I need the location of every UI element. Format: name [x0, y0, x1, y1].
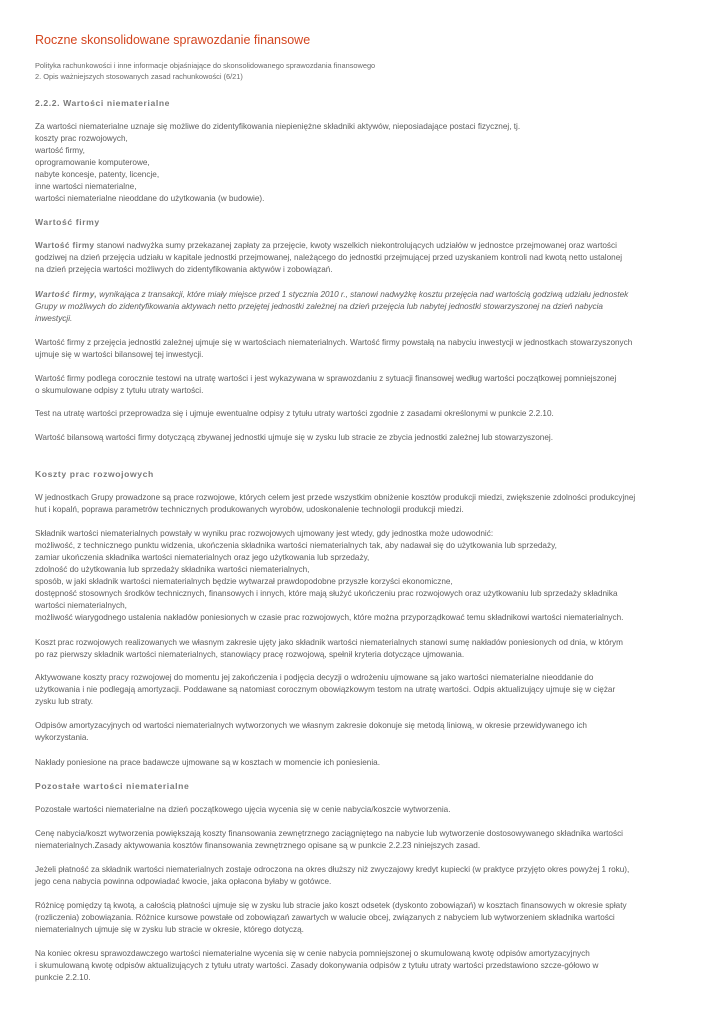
intro-line: Za wartości niematerialne uznaje się możliwe do zidentyfikowania niepieniężne składniki aktywów, nieposiadające postaci fizycznej, tj.	[35, 122, 521, 131]
paragraph-line: użytkowania i nie podlegają amortyzacji. Poddawane są natomiast corocznym obowiązkowym testom na utratę wartości. Odpis aktualizujący ujmuje się w ciężar	[35, 685, 616, 694]
paragraph-line: Różnicę pomiędzy tą kwotą, a całością płatności ujmuje się w zysku lub stracie jako koszt odsetek (dyskonto zobowiązań) w kosztach finansowych w okresie spłaty	[35, 901, 627, 910]
section-heading-intangibles: 2.2.2. Wartości niematerialne	[35, 98, 171, 108]
paragraph-line: inwestycji.	[35, 314, 73, 323]
paragraph-line: jego cena nabycia powinna odpowiadać kwocie, jaka opłacona byłaby w gotówce.	[35, 877, 332, 886]
paragraph-line: W jednostkach Grupy prowadzone są prace rozwojowe, których celem jest przede wszystkim obniżenie kosztów produkcji miedzi, zwiększenie zdolności produkcyjnej	[35, 493, 636, 502]
paragraph-line: godziwej na dzień przejęcia udziału w kapitale jednostki przejmowanej, należącego do jednostki przejmującej przed uzyskaniem kontroli nad kwotą netto ustalonej	[35, 253, 623, 262]
goodwill-paragraph-5	[35, 408, 687, 420]
breadcrumb-line-2: 2. Opis ważniejszych stosowanych zasad rachunkowości (6/21)	[35, 72, 243, 81]
paragraph-line: Jeżeli płatność za składnik wartości niematerialnych zostaje odroczona na okres dłuższy niż zwyczajowy kredyt kupiecki (w praktyce przyjęto okres powyżej 1 roku),	[35, 865, 630, 874]
paragraph-line: zysku lub straty.	[35, 697, 94, 706]
list-item: zdolność do użytkowania lub sprzedaży składnika wartości niematerialnych,	[35, 565, 310, 574]
paragraph-line: Nakłady poniesione na prace badawcze ujmowane są w kosztach w momencie ich poniesienia.	[35, 758, 380, 767]
section-heading-other-intangibles: Pozostałe wartości niematerialne	[35, 781, 190, 791]
intro-list-item: oprogramowanie komputerowe,	[35, 158, 150, 167]
paragraph-line: niematerialnych ujmuje się w zysku lub stracie w okresie, którego dotyczą.	[35, 925, 304, 934]
paragraph-line: po raz pierwszy składnik wartości niematerialnych, stanowiący pracę rozwojową, spełnił kryteria dotyczące ujmowania.	[35, 650, 465, 659]
paragraph-line: ujmuje się w wartości bilansowej tej inwestycji.	[35, 350, 204, 359]
goodwill-term: Wartość firmy	[35, 241, 95, 250]
goodwill-paragraph-2	[35, 289, 687, 325]
paragraph-line: Wartość firmy podlega corocznie testowi na utratę wartości i jest wykazywana w sprawozdaniu z sytuacji finansowej według wartości początkowej pomniejszonej	[35, 374, 617, 383]
paragraph-line: (rozliczenia) zobowiązania. Różnice kursowe powstałe od zobowiązań zawartych w walucie obcej, związanych z nabyciem lub wytworzeniem składnika wartości	[35, 913, 615, 922]
paragraph-line: Koszt prac rozwojowych realizowanych we własnym zakresie ujęty jako składnik wartości niematerialnych stanowi sumę nakładów poniesionych od dnia, w którym	[35, 638, 623, 647]
rnd-paragraph-5	[35, 720, 687, 744]
rnd-paragraph-4	[35, 672, 687, 708]
goodwill-paragraph-1	[35, 240, 687, 276]
paragraph-line: Na koniec okresu sprawozdawczego wartości niematerialne wycenia się w cenie nabycia pomniejszonej o skumulowaną kwotę odpisów amortyzacyjnych	[35, 949, 590, 958]
paragraph-line: Pozostałe wartości niematerialne na dzień początkowego ujęcia wycenia się w cenie nabycia/koszcie wytworzenia.	[35, 805, 451, 814]
other-paragraph-1	[35, 804, 687, 816]
intro-list-item: wartość firmy,	[35, 146, 85, 155]
rnd-paragraph-2	[35, 528, 687, 624]
section-heading-goodwill: Wartość firmy	[35, 217, 100, 227]
goodwill-paragraph-6	[35, 432, 687, 444]
paragraph-line: wykorzystania.	[35, 733, 89, 742]
intro-list-item: nabyte koncesje, patenty, licencje,	[35, 170, 160, 179]
other-paragraph-3	[35, 864, 687, 888]
list-item: sposób, w jaki składnik wartości niematerialnych będzie wytwarzał prawdopodobne przyszłe korzyści ekonomiczne,	[35, 577, 453, 586]
goodwill-paragraph-3	[35, 337, 687, 361]
goodwill-paragraph-4	[35, 373, 687, 397]
other-paragraph-4	[35, 900, 687, 936]
rnd-paragraph-6	[35, 757, 687, 769]
list-item: możliwość, z technicznego punktu widzenia, ukończenia składnika wartości niematerialnych tak, aby nadawał się do użytkowania lub sprzedaży,	[35, 541, 557, 550]
paragraph-line: Odpisów amortyzacyjnych od wartości niematerialnych wytworzonych we własnym zakresie dokonuje się metodą liniową, w okresie przewidywanego ich	[35, 721, 587, 730]
intro-list-item: wartości niematerialne nieoddane do użytkowania (w budowie).	[35, 194, 265, 203]
breadcrumb-line-1: Polityka rachunkowości i inne informacje objaśniające do skonsolidowanego sprawozdania finansowego	[35, 61, 376, 70]
paragraph-text: wynikająca z transakcji, które miały miejsce przed 1 stycznia 2010 r., stanowi nadwyżkę kosztu przejęcia nad wartością godziwą udziału jednostek	[97, 290, 629, 299]
document-title: Roczne skonsolidowane sprawozdanie finansowe	[35, 33, 311, 47]
list-item: zamiar ukończenia składnika wartości niematerialnych oraz jego użytkowania lub sprzedaży,	[35, 553, 370, 562]
paragraph-line: Grupy w możliwych do zidentyfikowania aktywach netto przejętej jednostki zależnej na dzień przejęcia lub nabytej jednostki stowarzyszonej na dzień nabycia	[35, 302, 603, 311]
paragraph-line: Wartość firmy z przejęcia jednostki zależnej ujmuje się w wartościach niematerialnych. Wartość firmy powstałą na nabyciu inwestycji w jednostkach stowarzyszonych	[35, 338, 633, 347]
paragraph-line: niematerialnych.Zasady aktywowania kosztów finansowania zewnętrznego opisane są w punkcie 2.2.23 niniejszych zasad.	[35, 841, 481, 850]
other-paragraph-5	[35, 948, 687, 984]
paragraph-line: Cenę nabycia/koszt wytworzenia powiększają koszty finansowania zewnętrznego zaciągniętego na nabycie lub wytworzenie dostosowywanego składnika wartości	[35, 829, 623, 838]
paragraph-line: na dzień przejęcia wartości możliwych do zidentyfikowania aktywów i zobowiązań.	[35, 265, 333, 274]
intro-paragraph	[35, 121, 687, 205]
other-paragraph-2	[35, 828, 687, 852]
paragraph-line: hut i kopalń, poprawa parametrów technicznych produkowanych wyrobów, udoskonalenie technologii produkcji miedzi.	[35, 505, 464, 514]
paragraph-line: Test na utratę wartości przeprowadza się i ujmuje ewentualne odpisy z tytułu utraty wartości zgodnie z zasadami określonymi w punkcie 2.2.10.	[35, 409, 554, 418]
rnd-paragraph-1	[35, 492, 687, 516]
rnd-paragraph-3	[35, 637, 687, 661]
paragraph-line: Składnik wartości niematerialnych powstały w wyniku prac rozwojowych ujmowany jest wtedy, gdy jednostka może udowodnić:	[35, 529, 494, 538]
paragraph-line: i skumulowaną kwotę odpisów aktualizujących z tytułu utraty wartości. Zasady dokonywania odpisów z tytułu utraty wartości przedstawiono szcze-gółowo w	[35, 961, 599, 970]
section-heading-rnd: Koszty prac rozwojowych	[35, 469, 154, 479]
paragraph-line: o skumulowane odpisy z tytułu utraty wartości.	[35, 386, 204, 395]
intro-list-item: inne wartości niematerialne,	[35, 182, 137, 191]
paragraph-text: stanowi nadwyżka sumy przekazanej zapłaty za przejęcie, kwoty wszelkich niekontrolujących udziałów w jednostce przejmowanej oraz wartości	[94, 241, 617, 250]
list-item: dostępność stosownych środków technicznych, finansowych i innych, które mają służyć ukończeniu prac rozwojowych oraz użytkowaniu lub sprzedaży składnika	[35, 589, 618, 598]
list-item: wartości niematerialnych,	[35, 601, 127, 610]
list-item: możliwość wiarygodnego ustalenia nakładów poniesionych w czasie prac rozwojowych, które można przyporządkować temu składnikowi wartości niematerialnych.	[35, 613, 624, 622]
goodwill-term: Wartość firmy,	[35, 290, 98, 299]
paragraph-line: Wartość bilansową wartości firmy dotyczącą zbywanej jednostki ujmuje się w zysku lub stracie ze zbycia jednostki zależnej lub stowarzyszonej.	[35, 433, 553, 442]
intro-list-item: koszty prac rozwojowych,	[35, 134, 128, 143]
paragraph-line: punkcie 2.2.10.	[35, 973, 91, 982]
paragraph-line: Aktywowane koszty pracy rozwojowej do momentu jej zakończenia i podjęcia decyzji o wdrożeniu ujmowane są jako wartości niematerialne nieoddanie do	[35, 673, 594, 682]
